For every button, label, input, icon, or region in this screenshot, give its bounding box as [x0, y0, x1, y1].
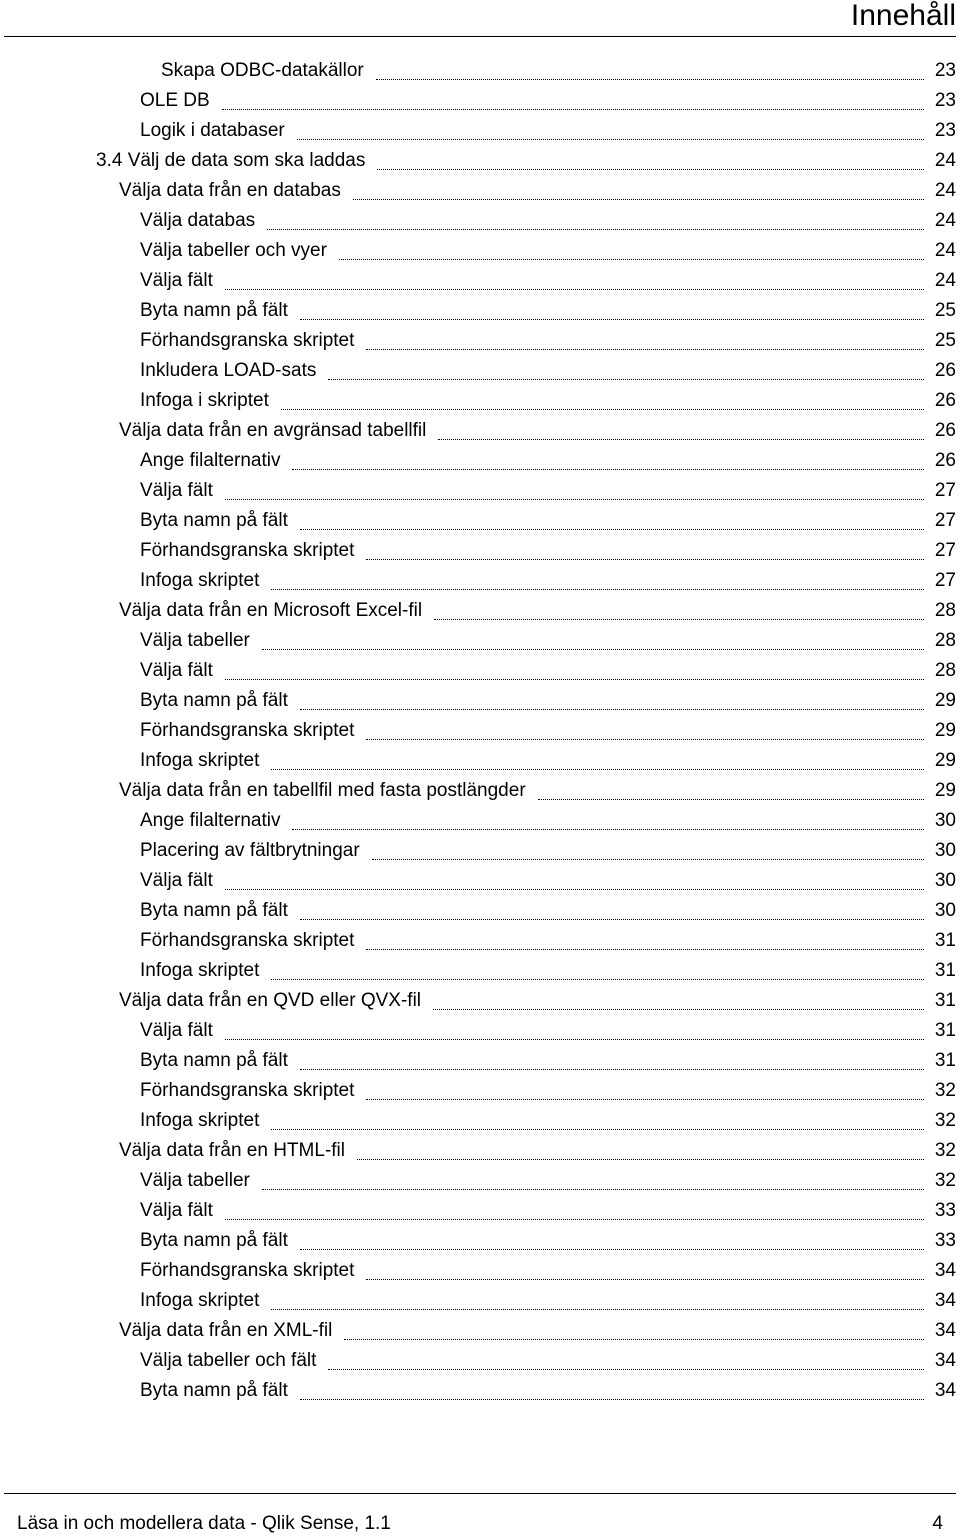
toc-dot-leader	[292, 469, 924, 470]
toc-entry[interactable]	[0, 1043, 960, 1073]
toc-entry[interactable]	[0, 443, 960, 473]
toc-entry[interactable]	[0, 143, 960, 173]
toc-entry-label: Byta namn på fält	[140, 690, 288, 711]
header-divider	[4, 36, 956, 37]
toc-dot-leader	[225, 1219, 924, 1220]
toc-entry-label: Infoga skriptet	[140, 960, 260, 981]
toc-entry-label: Välja fält	[140, 870, 213, 891]
toc-dot-leader	[438, 439, 924, 440]
toc-entry-label: Välja data från en Microsoft Excel-fil	[119, 600, 423, 621]
toc-entry-page: 26	[934, 360, 956, 381]
toc-entry-page: 34	[934, 1260, 956, 1281]
toc-entry-page: 23	[934, 120, 956, 141]
toc-entry-page: 24	[934, 150, 956, 171]
toc-entry-label: Välja tabeller och fält	[140, 1350, 317, 1371]
toc-entry-label: Byta namn på fält	[140, 900, 288, 921]
toc-entry[interactable]	[0, 923, 960, 953]
toc-entry[interactable]	[0, 773, 960, 803]
toc-entry-page: 28	[934, 630, 956, 651]
toc-entry-label: Logik i databaser	[140, 120, 285, 141]
toc-entry-page: 34	[934, 1350, 956, 1371]
toc-dot-leader	[339, 259, 924, 260]
toc-entry-label: Välja data från en QVD eller QVX-fil	[119, 990, 422, 1011]
toc-entry[interactable]	[0, 173, 960, 203]
toc-entry[interactable]	[0, 1163, 960, 1193]
toc-entry-page: 32	[934, 1170, 956, 1191]
toc-entry-page: 32	[934, 1110, 956, 1131]
toc-entry-label: Välja data från en databas	[119, 180, 341, 201]
toc-dot-leader	[271, 1309, 924, 1310]
toc-entry-label: Infoga skriptet	[140, 570, 260, 591]
toc-entry[interactable]	[0, 983, 960, 1013]
toc-entry-page: 23	[934, 60, 956, 81]
toc-dot-leader	[300, 919, 924, 920]
toc-entry[interactable]	[0, 803, 960, 833]
toc-entry-label: Förhandsgranska skriptet	[140, 1080, 355, 1101]
toc-entry[interactable]	[0, 953, 960, 983]
toc-entry-label: Välja fält	[140, 1020, 213, 1041]
toc-entry[interactable]	[0, 1103, 960, 1133]
toc-dot-leader	[433, 1009, 924, 1010]
toc-entry-page: 31	[934, 1020, 956, 1041]
toc-entry-page: 27	[934, 510, 956, 531]
toc-entry-page: 29	[934, 750, 956, 771]
toc-entry[interactable]	[0, 413, 960, 443]
toc-dot-leader	[366, 1279, 924, 1280]
toc-entry[interactable]	[0, 893, 960, 923]
page-header	[0, 0, 960, 38]
toc-entry-page: 23	[934, 90, 956, 111]
toc-dot-leader	[300, 319, 924, 320]
toc-entry-label: Välja data från en XML-fil	[119, 1320, 333, 1341]
toc-entry[interactable]	[0, 1313, 960, 1343]
toc-entry[interactable]	[0, 1283, 960, 1313]
toc-entry-label: Välja data från en HTML-fil	[119, 1140, 345, 1161]
toc-entry-label: Ange filalternativ	[140, 450, 281, 471]
toc-entry-page: 24	[934, 240, 956, 261]
toc-entry-label: 3.4 Välj de data som ska laddas	[96, 150, 366, 171]
toc-entry-label: Byta namn på fält	[140, 300, 288, 321]
toc-entry[interactable]	[0, 113, 960, 143]
toc-entry[interactable]	[0, 1373, 960, 1403]
toc-dot-leader	[271, 979, 924, 980]
toc-entry-page: 28	[934, 660, 956, 681]
toc-entry[interactable]	[0, 623, 960, 653]
toc-entry-label: Byta namn på fält	[140, 1230, 288, 1251]
toc-entry-page: 30	[934, 870, 956, 891]
toc-entry-label: Infoga skriptet	[140, 1290, 260, 1311]
toc-entry-label: Förhandsgranska skriptet	[140, 540, 355, 561]
toc-entry[interactable]	[0, 833, 960, 863]
toc-entry-page: 26	[934, 450, 956, 471]
toc-entry-page: 25	[934, 300, 956, 321]
toc-entry-label: Byta namn på fält	[140, 510, 288, 531]
toc-entry-label: Placering av fältbrytningar	[140, 840, 360, 861]
toc-entry-page: 26	[934, 420, 956, 441]
toc-entry[interactable]	[0, 263, 960, 293]
toc-entry-label: Välja data från en avgränsad tabellfil	[119, 420, 427, 441]
toc-entry[interactable]	[0, 863, 960, 893]
toc-dot-leader	[357, 1159, 924, 1160]
toc-entry-page: 30	[934, 840, 956, 861]
toc-entry[interactable]	[0, 233, 960, 263]
toc-entry-page: 24	[934, 180, 956, 201]
toc-entry-label: Skapa ODBC-datakällor	[161, 60, 364, 81]
toc-dot-leader	[538, 799, 924, 800]
toc-dot-leader	[377, 169, 924, 170]
toc-entry[interactable]	[0, 1193, 960, 1223]
toc-dot-leader	[366, 949, 924, 950]
toc-entry[interactable]	[0, 1013, 960, 1043]
toc-entry-page: 24	[934, 270, 956, 291]
toc-entry-label: Välja fält	[140, 270, 213, 291]
toc-dot-leader	[225, 1039, 924, 1040]
toc-entry-label: Välja fält	[140, 660, 213, 681]
toc-entry-page: 27	[934, 570, 956, 591]
toc-dot-leader	[300, 529, 924, 530]
toc-entry[interactable]	[0, 533, 960, 563]
toc-entry[interactable]	[0, 653, 960, 683]
toc-dot-leader	[434, 619, 924, 620]
toc-entry-label: Välja databas	[140, 210, 256, 231]
toc-dot-leader	[300, 709, 924, 710]
toc-entry-label: Byta namn på fält	[140, 1380, 288, 1401]
toc-entry-page: 31	[934, 990, 956, 1011]
toc-entry-page: 24	[934, 210, 956, 231]
toc-dot-leader	[262, 649, 924, 650]
toc-dot-leader	[222, 109, 924, 110]
footer-document-title: Läsa in och modellera data - Qlik Sense, 1.1	[17, 1513, 391, 1534]
toc-entry[interactable]	[0, 1073, 960, 1103]
toc-entry-page: 32	[934, 1080, 956, 1101]
toc-entry-page: 27	[934, 480, 956, 501]
toc-entry-page: 25	[934, 330, 956, 351]
toc-entry[interactable]	[0, 683, 960, 713]
toc-entry-label: Infoga skriptet	[140, 1110, 260, 1131]
toc-entry-page: 34	[934, 1380, 956, 1401]
toc-dot-leader	[281, 409, 924, 410]
toc-entry-label: Välja fält	[140, 480, 213, 501]
toc-dot-leader	[271, 769, 924, 770]
toc-entry-page: 29	[934, 780, 956, 801]
toc-dot-leader	[372, 859, 924, 860]
toc-entry[interactable]	[0, 503, 960, 533]
toc-dot-leader	[300, 1069, 924, 1070]
toc-entry[interactable]	[0, 593, 960, 623]
toc-entry[interactable]	[0, 743, 960, 773]
toc-entry[interactable]	[0, 1253, 960, 1283]
toc-entry[interactable]	[0, 1343, 960, 1373]
toc-entry-label: Förhandsgranska skriptet	[140, 330, 355, 351]
toc-dot-leader	[344, 1339, 924, 1340]
toc-entry-page: 31	[934, 930, 956, 951]
toc-entry-label: Välja tabeller	[140, 630, 250, 651]
toc-dot-leader	[366, 559, 924, 560]
toc-entry-label: Förhandsgranska skriptet	[140, 720, 355, 741]
toc-entry[interactable]	[0, 293, 960, 323]
toc-entry-page: 26	[934, 390, 956, 411]
toc-entry[interactable]	[0, 353, 960, 383]
toc-entry-page: 33	[934, 1230, 956, 1251]
toc-entry-page: 31	[934, 960, 956, 981]
toc-entry-label: Förhandsgranska skriptet	[140, 1260, 355, 1281]
toc-entry-label: Inkludera LOAD-sats	[140, 360, 317, 381]
toc-dot-leader	[225, 889, 924, 890]
page-title: Innehåll	[850, 0, 956, 32]
toc-entry-label: Infoga i skriptet	[140, 390, 269, 411]
toc-entry[interactable]	[0, 473, 960, 503]
footer-divider	[4, 1493, 956, 1494]
toc-dot-leader	[328, 379, 924, 380]
toc-dot-leader	[328, 1369, 924, 1370]
toc-entry-label: Välja data från en tabellfil med fasta postlängder	[119, 780, 526, 801]
toc-entry-page: 34	[934, 1290, 956, 1311]
toc-entry-page: 28	[934, 600, 956, 621]
toc-dot-leader	[262, 1189, 924, 1190]
toc-entry-label: Välja tabeller	[140, 1170, 250, 1191]
toc-entry-label: Välja tabeller och vyer	[140, 240, 327, 261]
toc-dot-leader	[271, 589, 924, 590]
toc-dot-leader	[225, 679, 924, 680]
toc-dot-leader	[366, 1099, 924, 1100]
toc-entry-page: 29	[934, 690, 956, 711]
toc-entry-page: 32	[934, 1140, 956, 1161]
toc-dot-leader	[297, 139, 924, 140]
toc-entry-page: 29	[934, 720, 956, 741]
toc-entry-page: 30	[934, 900, 956, 921]
toc-entry[interactable]	[0, 1223, 960, 1253]
toc-entry-label: Ange filalternativ	[140, 810, 281, 831]
table-of-contents	[0, 53, 960, 1403]
toc-entry-page: 27	[934, 540, 956, 561]
toc-entry[interactable]	[0, 1133, 960, 1163]
toc-entry[interactable]	[0, 83, 960, 113]
toc-dot-leader	[353, 199, 924, 200]
toc-entry-page: 33	[934, 1200, 956, 1221]
toc-entry-label: Välja fält	[140, 1200, 213, 1221]
toc-entry-label: OLE DB	[140, 90, 210, 111]
toc-entry[interactable]	[0, 53, 960, 83]
toc-entry-label: Infoga skriptet	[140, 750, 260, 771]
toc-dot-leader	[376, 79, 924, 80]
toc-dot-leader	[366, 739, 924, 740]
toc-entry-label: Förhandsgranska skriptet	[140, 930, 355, 951]
toc-entry[interactable]	[0, 713, 960, 743]
toc-dot-leader	[225, 289, 924, 290]
toc-dot-leader	[366, 349, 924, 350]
toc-entry[interactable]	[0, 563, 960, 593]
toc-entry[interactable]	[0, 203, 960, 233]
toc-entry-page: 31	[934, 1050, 956, 1071]
toc-entry-label: Byta namn på fält	[140, 1050, 288, 1071]
toc-dot-leader	[292, 829, 924, 830]
toc-entry-page: 34	[934, 1320, 956, 1341]
toc-dot-leader	[267, 229, 924, 230]
toc-dot-leader	[300, 1249, 924, 1250]
toc-dot-leader	[271, 1129, 924, 1130]
footer-page-number: 4	[932, 1513, 943, 1534]
toc-entry[interactable]	[0, 323, 960, 353]
toc-dot-leader	[225, 499, 924, 500]
toc-entry[interactable]	[0, 383, 960, 413]
toc-dot-leader	[300, 1399, 924, 1400]
toc-entry-page: 30	[934, 810, 956, 831]
